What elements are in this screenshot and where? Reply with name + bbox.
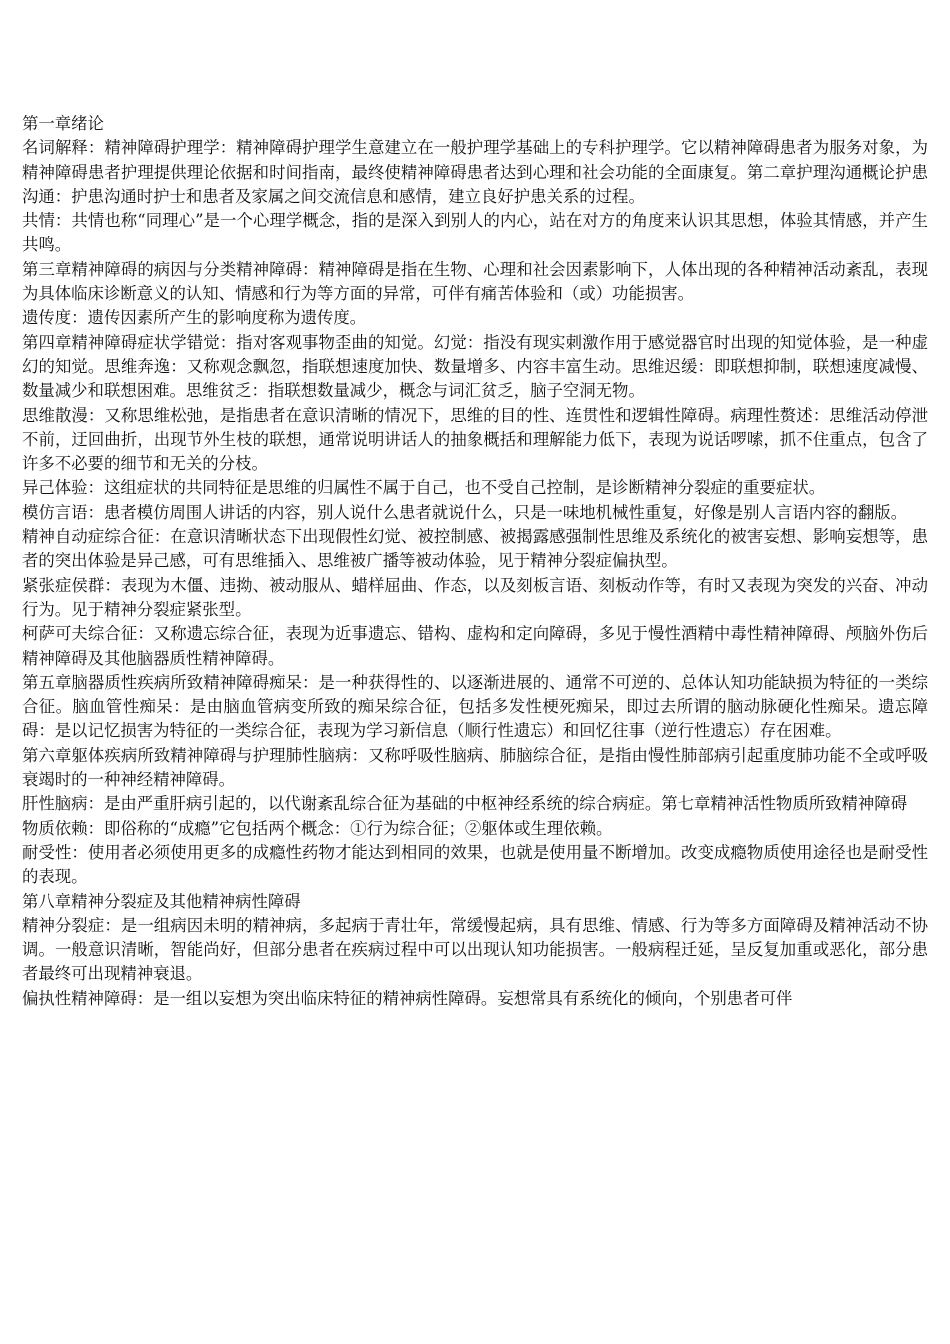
definition-paragraph: 模仿言语：患者模仿周围人讲话的内容，别人说什么患者就说什么，只是一味地机械性重复，好像是别人言语内容的翻版。 (22, 502, 908, 522)
definition-paragraph: 共情：共情也称“同理心”是一个心理学概念，指的是深入到别人的内心，站在对方的角度来认识其思想，体验其情感，并产生共鸣。 (22, 211, 928, 255)
definition-paragraph: 耐受性：使用者必须使用更多的成瘾性药物才能达到相同的效果，也就是使用量不断增加。改变成瘾物质使用途径也是耐受性的表现。 (22, 842, 928, 887)
definition-paragraph: 异己体验：这组症状的共同特征是思维的归属性不属于自己，也不受自己控制，是诊断精神分裂症的重要症状。 (22, 478, 826, 498)
document-body (22, 112, 928, 1011)
definition-paragraph: 精神分裂症：是一组病因未明的精神病，多起病于青壮年，常缓慢起病，具有思维、情感、行为等多方面障碍及精神活动不协调。一般意识清晰，智能尚好，但部分患者在疾病过程中可以出现认知功能损害。一般病程迁延，呈反复加重或恶化，部分患者最终可出现精神衰退。 (22, 915, 928, 984)
definition-paragraph: 第四章精神障碍症状学错觉：指对客观事物歪曲的知觉。幻觉：指没有现实刺激作用于感觉器官时出现的知觉体验，是一种虚幻的知觉。思维奔逸：又称观念飘忽，指联想速度加快、数量增多、内容丰富生动。思维迟缓：即联想抑制，联想速度减慢、数量减少和联想困难。思维贫乏：指联想数量减少，概念与词汇贫乏，脑子空洞无物。 (22, 332, 928, 401)
definition-paragraph: 精神自动症综合征：在意识清晰状态下出现假性幻觉、被控制感、被揭露感强制性思维及系统化的被害妄想、影响妄想等，患者的突出体验是异己感，可有思维插入、思维被广播等被动体验，见于精神分裂症偏执型。 (22, 527, 928, 571)
definition-paragraph: 第六章躯体疾病所致精神障碍与护理肺性脑病：又称呼吸性脑病、肺脑综合征，是指由慢性肺部病引起重度肺功能不全或呼吸衰竭时的一种神经精神障碍。 (22, 745, 928, 790)
definition-paragraph: 柯萨可夫综合征：又称遗忘综合征，表现为近事遗忘、错构、虚构和定向障碍，多见于慢性酒精中毒性精神障碍、颅脑外伤后精神障碍及其他脑器质性精神障碍。 (22, 624, 928, 668)
chapter-8-heading: 第八章精神分裂症及其他精神病性障碍 (22, 891, 301, 911)
definition-paragraph: 遗传度：遗传因素所产生的影响度称为遗传度。 (22, 308, 367, 328)
definition-paragraph: 第三章精神障碍的病因与分类精神障碍：精神障碍是指在生物、心理和社会因素影响下，人体出现的各种精神活动紊乱，表现为具体临床诊断意义的认知、情感和行为等方面的异常，可伴有痛苦体验和（或）功能损害。 (22, 259, 928, 304)
definition-paragraph: 第五章脑器质性疾病所致精神障碍痴呆：是一种获得性的、以逐渐进展的、通常不可逆的、总体认知功能缺损为特征的一类综合征。脑血管性痴呆：是由脑血管病变所致的痴呆综合征，包括多发性梗死痴呆，即过去所谓的脑动脉硬化性痴呆。遗忘障碍：是以记忆损害为特征的一类综合征，表现为学习新信息（顺行性遗忘）和回忆往事（逆行性遗忘）存在困难。 (22, 672, 928, 741)
definition-paragraph: 物质依赖：即俗称的“成瘾”它包括两个概念：①行为综合征；②躯体或生理依赖。 (22, 818, 613, 838)
chapter-1-heading: 第一章绪论 (22, 114, 104, 133)
definition-paragraph: 名词解释：精神障碍护理学：精神障碍护理学生意建立在一般护理学基础上的专科护理学。它以精神障碍患者为服务对象，为精神障碍患者护理提供理论依据和时间指南，最终使精神障碍患者达到心理和社会功能的全面康复。第二章护理沟通概论护患沟通：护患沟通时护士和患者及家属之间交流信息和感情，建立良好护患关系的过程。 (22, 138, 928, 206)
definition-paragraph: 偏执性精神障碍：是一组以妄想为突出临床特征的精神病性障碍。妄想常具有系统化的倾向，个别患者可伴 (22, 988, 793, 1008)
definition-paragraph: 紧张症侯群：表现为木僵、违拗、被动服从、蜡样屈曲、作态，以及刻板言语、刻板动作等，有时又表现为突发的兴奋、冲动行为。见于精神分裂症紧张型。 (22, 575, 928, 619)
definition-paragraph: 思维散漫：又称思维松弛，是指患者在意识清晰的情况下，思维的目的性、连贯性和逻辑性障碍。病理性赘述：思维活动停泄不前，迂回曲折，出现节外生枝的联想，通常说明讲话人的抽象概括和理解能力低下，表现为说话啰嗦，抓不住重点，包含了许多不必要的细节和无关的分枝。 (22, 405, 928, 474)
definition-paragraph: 肝性脑病：是由严重肝病引起的，以代谢紊乱综合征为基础的中枢神经系统的综合病症。第七章精神活性物质所致精神障碍 (22, 794, 908, 814)
